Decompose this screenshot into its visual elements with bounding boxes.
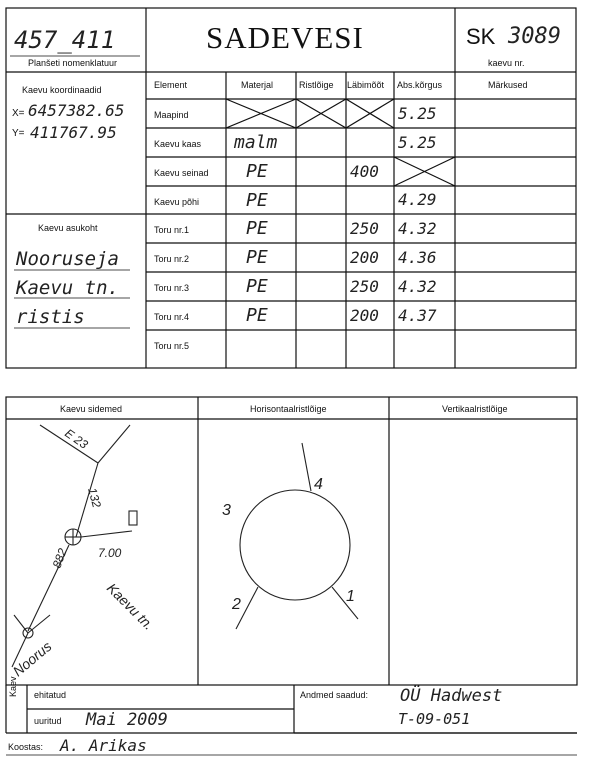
built-label: ehitatud <box>34 690 67 700</box>
row-element: Kaevu põhi <box>154 197 200 207</box>
pipe-line <box>302 443 311 491</box>
label-132: 132 <box>85 486 104 510</box>
row-height: 4.37 <box>398 306 437 325</box>
pipe-label-2: 2 <box>232 596 241 613</box>
coordinates-label: Kaevu koordinaadid <box>22 85 102 95</box>
y-coordinate: 411767.95 <box>30 123 117 142</box>
row-material: PE <box>246 190 268 211</box>
col-abs-height: Abs.kõrgus <box>397 80 443 90</box>
row-element: Maapind <box>154 110 189 120</box>
col-material: Materjal <box>241 80 274 90</box>
row-diameter: 250 <box>350 277 379 296</box>
label-noorus: Noorus <box>9 638 55 680</box>
well-label: kaevu nr. <box>488 58 525 68</box>
pipe-line <box>14 615 28 633</box>
row-element: Kaevu seinad <box>154 168 209 178</box>
pipe-line <box>81 531 132 537</box>
row-element: Kaevu kaas <box>154 139 202 149</box>
row-material: PE <box>246 161 268 182</box>
row-height: 5.25 <box>398 133 437 152</box>
x-prefix: X= <box>12 108 25 119</box>
row-height: 4.29 <box>398 190 437 209</box>
row-element: Toru nr.4 <box>154 312 190 322</box>
row-height: 4.36 <box>398 248 437 267</box>
label-kaevu: Kaevu tn. <box>103 579 158 633</box>
row-height: 4.32 <box>398 219 437 238</box>
label-e23: E 23 <box>62 425 91 452</box>
row-height: 4.32 <box>398 277 437 296</box>
location-line-2: Kaevu tn. <box>16 277 119 299</box>
row-material: PE <box>246 247 268 268</box>
location-label: Kaevu asukoht <box>38 223 98 233</box>
section-vertical: Vertikaalristlõige <box>442 404 508 414</box>
col-notes: Märkused <box>488 80 528 90</box>
x-coordinate: 6457382.65 <box>28 101 125 120</box>
row-element: Toru nr.2 <box>154 254 190 264</box>
pipe-label-3: 3 <box>222 502 231 519</box>
col-cross-section: Ristlõige <box>299 80 334 90</box>
data-source-ref: T-09-051 <box>398 710 471 728</box>
pipe-label-4: 4 <box>314 476 323 493</box>
measured-value: Mai 2009 <box>86 710 168 730</box>
horizontal-sketch <box>198 419 389 685</box>
data-source-label: Andmed saadud: <box>300 690 369 700</box>
vertical-sketch <box>389 419 577 685</box>
measured-label: uuritud <box>34 716 62 726</box>
page-title: SADEVESI <box>206 20 364 55</box>
row-diameter: 200 <box>350 248 379 267</box>
row-element: Toru nr.5 <box>154 341 190 351</box>
col-element: Element <box>154 80 188 90</box>
label-700: 7.00 <box>98 546 122 560</box>
well-number: 3089 <box>508 24 561 49</box>
location-line-3: ristis <box>16 306 85 328</box>
compiler-label: Koostas: <box>8 742 44 752</box>
label-882: 882 <box>49 546 70 571</box>
row-material: PE <box>246 276 268 297</box>
section-horizontal: Horisontaalristlõige <box>250 404 327 414</box>
row-diameter: 200 <box>350 306 379 325</box>
well-prefix: SK <box>466 24 496 49</box>
data-source-value: OÜ Hadwest <box>400 686 503 706</box>
row-element: Toru nr.3 <box>154 283 190 293</box>
sheet-code: 457_411 <box>14 26 116 54</box>
row-diameter: 400 <box>350 162 379 181</box>
pipe-label-1: 1 <box>346 588 355 605</box>
row-material: PE <box>246 218 268 239</box>
footer-side-label: Kaev <box>8 676 18 697</box>
pole-symbol <box>129 511 137 525</box>
y-prefix: Y= <box>12 128 25 139</box>
well-ring <box>240 490 350 600</box>
connections-sketch <box>6 419 198 685</box>
section-connections: Kaevu sidemed <box>60 404 123 414</box>
row-diameter: 250 <box>350 219 379 238</box>
pipe-line <box>98 425 130 463</box>
compiler-value: A. Arikas <box>60 736 147 755</box>
row-material: PE <box>246 305 268 326</box>
row-height: 5.25 <box>398 104 437 123</box>
sheet-label: Planšeti nomenklatuur <box>28 58 118 68</box>
location-line-1: Noorusejа <box>16 248 119 270</box>
row-material: malm <box>234 132 278 153</box>
col-diameter: Läbimõõt <box>347 80 385 90</box>
row-element: Toru nr.1 <box>154 225 190 235</box>
